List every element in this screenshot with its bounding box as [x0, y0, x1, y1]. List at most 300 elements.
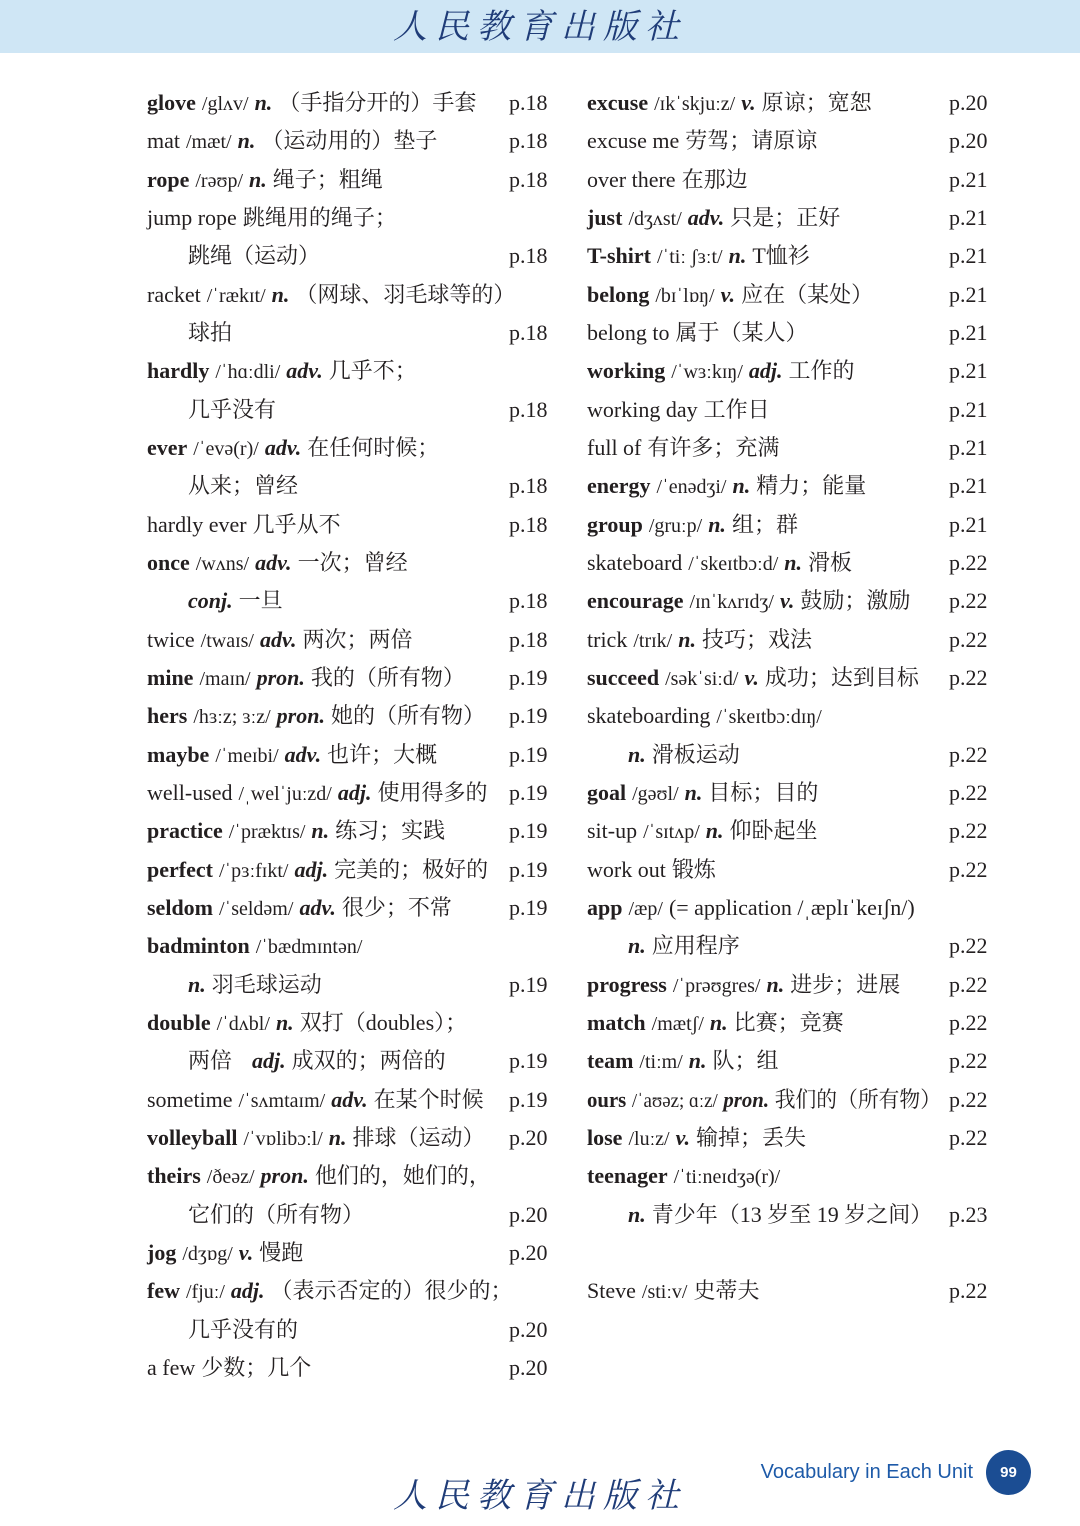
entry-text — [147, 352, 417, 391]
headword: ours — [587, 1086, 627, 1112]
meaning: 技巧；戏法 — [701, 626, 812, 652]
entry-text — [587, 659, 919, 698]
vocab-entry — [147, 1119, 551, 1157]
entry-text — [147, 161, 383, 200]
entry-line — [587, 812, 991, 850]
entry-text — [587, 122, 817, 160]
vocab-entry — [147, 429, 551, 506]
page-ref: p.18 — [509, 396, 548, 422]
entry-continuation-line — [147, 966, 551, 1004]
vocab-list — [587, 84, 991, 1234]
phonetic: /luːz/ — [628, 1127, 670, 1150]
meaning: 精力；能量 — [756, 473, 867, 499]
phonetic: /twaɪs/ — [200, 629, 254, 652]
vocab-entry — [587, 161, 991, 199]
vocab-entry — [147, 1349, 551, 1387]
phonetic: /trɪk/ — [633, 629, 673, 652]
headword: teenager — [587, 1163, 668, 1189]
entry-text — [147, 774, 487, 813]
part-of-speech: adv. — [299, 894, 336, 920]
vocab-entry — [147, 1004, 551, 1081]
entry-text — [587, 774, 818, 813]
meaning: 慢跑 — [259, 1239, 304, 1265]
part-of-speech: n. — [684, 779, 703, 805]
headword: hardly — [147, 358, 210, 384]
meaning: 属于（某人） — [675, 319, 808, 345]
entry-line — [147, 84, 551, 122]
page-ref: p.19 — [509, 741, 548, 767]
part-of-speech: pron. — [723, 1086, 770, 1112]
entry-text — [147, 84, 476, 123]
entry-line — [147, 1119, 551, 1157]
vocab-entry — [587, 352, 991, 390]
meaning: 两倍 — [188, 1048, 233, 1074]
entry-text — [587, 812, 818, 851]
part-of-speech: n. — [709, 1009, 728, 1035]
entry-text — [587, 582, 910, 621]
entry-line — [587, 621, 991, 659]
page-ref: p.20 — [949, 90, 988, 115]
meaning: 成双的；两倍的 — [291, 1048, 446, 1074]
phonetic: /gruːp/ — [648, 514, 703, 537]
entry-line — [587, 391, 991, 429]
headword: practice — [147, 818, 223, 844]
page-ref: p.22 — [949, 1048, 988, 1074]
meaning: 比赛；竞赛 — [733, 1009, 844, 1035]
meaning: 输掉；丢失 — [696, 1124, 807, 1150]
headword: hers — [147, 703, 188, 729]
vocab-entry — [587, 812, 991, 850]
part-of-speech: n. — [254, 90, 273, 115]
entry-text — [147, 697, 485, 736]
headword: succeed — [587, 664, 660, 690]
phonetic: /ˈpræktɪs/ — [228, 821, 306, 844]
entry-text — [147, 544, 408, 583]
meaning: 她的（所有物） — [330, 703, 485, 729]
headword: group — [587, 511, 643, 537]
page-ref: p.21 — [949, 166, 988, 192]
page-ref: p.22 — [949, 1124, 988, 1150]
entry-line — [147, 544, 551, 582]
phonetic: /ˈenədʒi/ — [656, 476, 727, 499]
entry-text — [587, 84, 872, 123]
entry-text — [147, 927, 362, 966]
meaning: 进步；进展 — [790, 971, 901, 997]
headword: once — [147, 549, 190, 575]
meaning: 鼓励；激励 — [800, 588, 911, 614]
phonetic: /bɪˈlɒŋ/ — [655, 284, 715, 307]
phonetic: /ˈsɪtʌp/ — [643, 821, 700, 844]
phonetic: /tiːm/ — [639, 1051, 683, 1074]
headword: mat — [147, 128, 180, 154]
part-of-speech: pron. — [260, 1163, 309, 1189]
phonetic: /mætʃ/ — [651, 1012, 704, 1035]
entry-continuation-line — [147, 237, 551, 275]
headword: maybe — [147, 741, 210, 767]
meaning: 队；组 — [712, 1048, 779, 1074]
headword: excuse — [587, 90, 649, 115]
vocab-entry — [147, 122, 551, 160]
page-ref: p.18 — [509, 626, 548, 652]
page-ref: p.20 — [509, 1316, 548, 1342]
entry-line — [587, 544, 991, 582]
meaning: （手指分开的）手套 — [278, 90, 477, 115]
part-of-speech: n. — [271, 281, 290, 307]
entry-text — [147, 736, 437, 775]
part-of-speech: pron. — [276, 703, 325, 729]
meaning: 他们的，她们的， — [314, 1163, 491, 1189]
headword: glove — [147, 90, 196, 115]
phonetic: /mæt/ — [186, 131, 232, 154]
meaning: 使用得多的 — [377, 779, 488, 805]
page-ref: p.19 — [509, 779, 548, 805]
vocab-entry — [587, 966, 991, 1004]
page-ref: p.21 — [949, 204, 988, 230]
headword: theirs — [147, 1163, 201, 1189]
phonetic: /ˈdʌbl/ — [216, 1012, 270, 1035]
part-of-speech: adj. — [230, 1278, 265, 1304]
entry-text — [147, 889, 452, 928]
phonetic: /səkˈsiːd/ — [665, 667, 739, 690]
phonetic: /glʌv/ — [201, 93, 249, 115]
entry-line — [587, 1119, 991, 1157]
meaning: 劳驾；请原谅 — [685, 128, 818, 154]
entry-text — [587, 697, 822, 736]
meaning: 几乎不； — [328, 358, 417, 384]
phonetic: /ˈevə(r)/ — [193, 437, 259, 460]
part-of-speech: n. — [628, 741, 646, 767]
meaning: 工作的 — [788, 358, 855, 384]
headword: app — [587, 894, 623, 920]
meaning: 应在（某处） — [741, 281, 874, 307]
vocab-entry — [587, 1042, 991, 1080]
proper-names-list — [587, 1272, 991, 1310]
meaning: 我的（所有物） — [310, 664, 465, 690]
part-of-speech: adv. — [255, 549, 292, 575]
headword: a few — [147, 1354, 196, 1380]
entry-continuation-line — [147, 582, 551, 620]
entry-text — [587, 621, 812, 660]
part-of-speech: n. — [249, 166, 267, 192]
entry-text — [147, 199, 397, 237]
vocab-entry — [147, 1081, 551, 1119]
vocab-entry — [587, 659, 991, 697]
meaning: 工作日 — [703, 396, 770, 422]
part-of-speech: n. — [188, 971, 206, 997]
entry-text — [587, 1272, 759, 1311]
phonetic: /ˈaʊəz; ɑːz/ — [631, 1089, 718, 1112]
entry-line — [147, 161, 551, 199]
meaning: 原谅；宽恕 — [761, 90, 872, 115]
phonetic: /ˈsʌmtaɪm/ — [238, 1089, 326, 1112]
part-of-speech: v. — [779, 588, 795, 614]
meaning: 完美的；极好的 — [334, 856, 489, 882]
page-ref: p.21 — [949, 319, 988, 345]
phonetic: /ˈwɜːkɪŋ/ — [671, 361, 743, 384]
headword: working day — [587, 396, 698, 422]
vocab-entry — [147, 1272, 551, 1349]
vocab-entry — [587, 467, 991, 505]
page-ref: p.20 — [509, 1124, 548, 1150]
entry-text — [147, 1004, 467, 1043]
part-of-speech: conj. — [188, 588, 233, 614]
part-of-speech: n. — [628, 933, 646, 959]
entry-line — [147, 889, 551, 927]
entry-text — [587, 851, 716, 889]
entry-text — [147, 659, 465, 698]
part-of-speech: adj. — [294, 856, 329, 882]
page-ref: p.20 — [949, 128, 988, 154]
phonetic: /ɪkˈskjuːz/ — [654, 93, 736, 115]
entry-text — [147, 1119, 485, 1158]
entry-line — [587, 352, 991, 390]
entry-line — [587, 467, 991, 505]
page-ref: p.21 — [949, 358, 988, 384]
page-ref: p.18 — [509, 319, 548, 345]
meaning: (= application /ˌæplɪˈkeɪʃn/) — [668, 894, 915, 920]
part-of-speech: adv. — [286, 358, 323, 384]
meaning: 仰卧起坐 — [729, 818, 818, 844]
vocab-entry — [147, 199, 551, 276]
phonetic: /ðeəz/ — [206, 1166, 255, 1189]
vocab-entry — [147, 774, 551, 812]
entry-text — [628, 1196, 932, 1234]
meaning: 它们的（所有物） — [188, 1201, 365, 1227]
entry-text — [188, 237, 320, 275]
vocab-entry — [587, 276, 991, 314]
vocab-entry — [587, 582, 991, 620]
entry-line — [147, 506, 551, 544]
entry-line — [147, 199, 551, 237]
vocab-entry — [587, 851, 991, 889]
vocab-entry — [147, 352, 551, 429]
page-ref: p.19 — [509, 856, 548, 882]
phonetic: /hɜːz; ɜːz/ — [193, 706, 271, 729]
vocab-entry — [587, 391, 991, 429]
entry-line — [587, 122, 991, 160]
vocab-entry — [147, 889, 551, 927]
entry-line — [147, 276, 551, 314]
page-ref: p.19 — [509, 1086, 548, 1112]
page-ref: p.22 — [949, 818, 988, 844]
vocab-entry — [147, 276, 551, 353]
phonetic: /ˈrækɪt/ — [206, 284, 266, 307]
page-ref: p.19 — [509, 818, 548, 844]
entry-line — [147, 1272, 551, 1310]
vocab-entry — [147, 161, 551, 199]
phonetic: /ˈbædmɪntən/ — [255, 936, 363, 959]
entry-text — [587, 544, 852, 583]
meaning: 应用程序 — [651, 933, 740, 959]
entry-text — [587, 966, 900, 1005]
part-of-speech: adj. — [252, 1048, 286, 1074]
headword: few — [147, 1278, 180, 1304]
headword: over there — [587, 166, 676, 192]
headword: full of — [587, 434, 642, 460]
entry-text — [587, 1081, 941, 1120]
vocab-entry — [587, 199, 991, 237]
part-of-speech: n. — [766, 971, 785, 997]
vocab-entry — [587, 774, 991, 812]
entry-line — [587, 1272, 991, 1310]
vocab-entry — [587, 1272, 991, 1310]
headword: twice — [147, 626, 195, 652]
meaning: 几乎从不 — [252, 511, 341, 537]
meaning: 青少年（13 岁至 19 岁之间） — [651, 1201, 933, 1227]
vocab-entry — [147, 812, 551, 850]
phonetic: /gəʊl/ — [632, 782, 679, 805]
entry-text — [188, 391, 276, 429]
entry-text — [587, 467, 866, 506]
vocab-entry — [147, 544, 551, 621]
vocab-entry — [587, 1081, 991, 1119]
headword: volleyball — [147, 1124, 238, 1150]
entry-line — [587, 889, 991, 927]
entry-text — [147, 812, 445, 851]
entry-text — [147, 1081, 484, 1120]
vocab-entry — [587, 621, 991, 659]
entry-line — [147, 736, 551, 774]
part-of-speech: adj. — [748, 358, 783, 384]
meaning: 两次；两倍 — [302, 626, 413, 652]
entry-text — [147, 851, 488, 890]
meaning: 滑板 — [808, 549, 853, 575]
vocab-entry — [147, 736, 551, 774]
headword: energy — [587, 473, 651, 499]
section-title: Vocabulary in Each Unit — [760, 1461, 973, 1483]
phonetic: /maɪn/ — [199, 667, 251, 690]
headword: well-used — [147, 779, 233, 805]
entry-line — [587, 1081, 991, 1119]
part-of-speech: pron. — [256, 664, 305, 690]
page-ref: p.21 — [949, 243, 988, 269]
phonetic: /wʌns/ — [195, 552, 250, 575]
entry-line — [587, 582, 991, 620]
headword: jump rope — [147, 204, 237, 230]
phonetic: /stiːv/ — [641, 1281, 688, 1304]
entry-line — [587, 506, 991, 544]
part-of-speech: n. — [705, 818, 724, 844]
phonetic: /ˈtiː ʃɜːt/ — [656, 246, 723, 269]
meaning: 滑板运动 — [651, 741, 740, 767]
part-of-speech: adv. — [284, 741, 322, 767]
vocab-list — [147, 84, 551, 1387]
phonetic: /ˈskeɪtbɔːd/ — [688, 552, 779, 575]
part-of-speech: n. — [678, 626, 696, 652]
entry-line — [587, 161, 991, 199]
entry-line — [587, 1004, 991, 1042]
phonetic: /ˈtiːneɪdʒə(r)/ — [673, 1166, 781, 1189]
headword: excuse me — [587, 128, 680, 154]
page-ref: p.22 — [949, 1009, 988, 1035]
vocab-entry — [147, 621, 551, 659]
meaning: 双打（doubles）； — [299, 1009, 468, 1035]
entry-text — [147, 1234, 303, 1273]
headword: goal — [587, 779, 627, 805]
vocab-entry — [147, 927, 551, 1004]
part-of-speech: n. — [708, 511, 726, 537]
meaning: 一次；曾经 — [297, 549, 408, 575]
meaning: （表示否定的）很少的； — [270, 1278, 513, 1304]
page-ref: p.22 — [949, 971, 988, 997]
part-of-speech: adj. — [337, 779, 372, 805]
entry-continuation-line — [147, 1042, 551, 1080]
headword: belong to — [587, 319, 670, 345]
page-ref: p.20 — [509, 1239, 548, 1265]
entry-text — [587, 889, 915, 928]
meaning: （网球、羽毛球等的） — [295, 281, 516, 307]
entry-line — [147, 697, 551, 735]
page-ref: p.22 — [949, 933, 988, 959]
headword: work out — [587, 856, 666, 882]
entry-text — [587, 506, 798, 545]
phonetic: /ˈprəʊgres/ — [672, 974, 761, 997]
meaning: 史蒂夫 — [693, 1278, 760, 1304]
headword: skateboarding — [587, 703, 711, 729]
page-ref: p.20 — [509, 1354, 548, 1380]
part-of-speech: n. — [628, 1201, 646, 1227]
meaning: 成功；达到目标 — [764, 664, 919, 690]
vocab-entry — [587, 506, 991, 544]
page-ref: p.18 — [509, 511, 548, 537]
phonetic: /ˈmeɪbi/ — [215, 744, 279, 767]
headword: team — [587, 1048, 634, 1074]
entry-line — [147, 352, 551, 390]
phonetic: /ˈpɜːfɪkt/ — [218, 859, 289, 882]
headword: encourage — [587, 588, 684, 614]
meaning: 练习；实践 — [335, 818, 446, 844]
meaning: 组；群 — [731, 511, 798, 537]
vocab-entry — [587, 429, 991, 467]
entry-continuation-line — [587, 1196, 991, 1234]
headword: badminton — [147, 933, 250, 959]
entry-line — [147, 429, 551, 467]
part-of-speech: adv. — [331, 1086, 368, 1112]
meaning: 跳绳（运动） — [188, 243, 321, 269]
phonetic: /ˈseldəm/ — [219, 897, 294, 920]
entry-text — [587, 276, 873, 315]
entry-continuation-line — [147, 391, 551, 429]
page-ref: p.19 — [509, 971, 548, 997]
headword: seldom — [147, 894, 213, 920]
meaning: 很少；不常 — [341, 894, 452, 920]
page-ref: p.18 — [509, 166, 548, 192]
entry-text — [587, 429, 779, 467]
meaning: 目标；目的 — [708, 779, 819, 805]
part-of-speech: n. — [728, 243, 747, 269]
headword: sit-up — [587, 818, 638, 844]
entry-text — [147, 506, 341, 544]
vocab-entry — [147, 506, 551, 544]
entry-continuation-line — [147, 467, 551, 505]
headword: progress — [587, 971, 667, 997]
entry-text — [147, 122, 437, 161]
part-of-speech: v. — [744, 664, 759, 690]
phonetic: /ˈvɒlibɔːl/ — [243, 1127, 323, 1150]
entry-text — [147, 621, 412, 660]
entry-text — [188, 1196, 364, 1234]
part-of-speech: adv. — [264, 434, 302, 460]
headword: racket — [147, 281, 201, 307]
page-ref: p.18 — [509, 588, 548, 614]
entry-text — [587, 1157, 780, 1196]
phonetic: /ˌwelˈjuːzd/ — [238, 782, 332, 805]
page-ref: p.18 — [509, 243, 548, 269]
meaning: 球拍 — [188, 319, 233, 345]
headword: T-shirt — [587, 243, 651, 269]
meaning: 跳绳用的绳子； — [242, 204, 397, 230]
page-ref: p.19 — [509, 894, 548, 920]
